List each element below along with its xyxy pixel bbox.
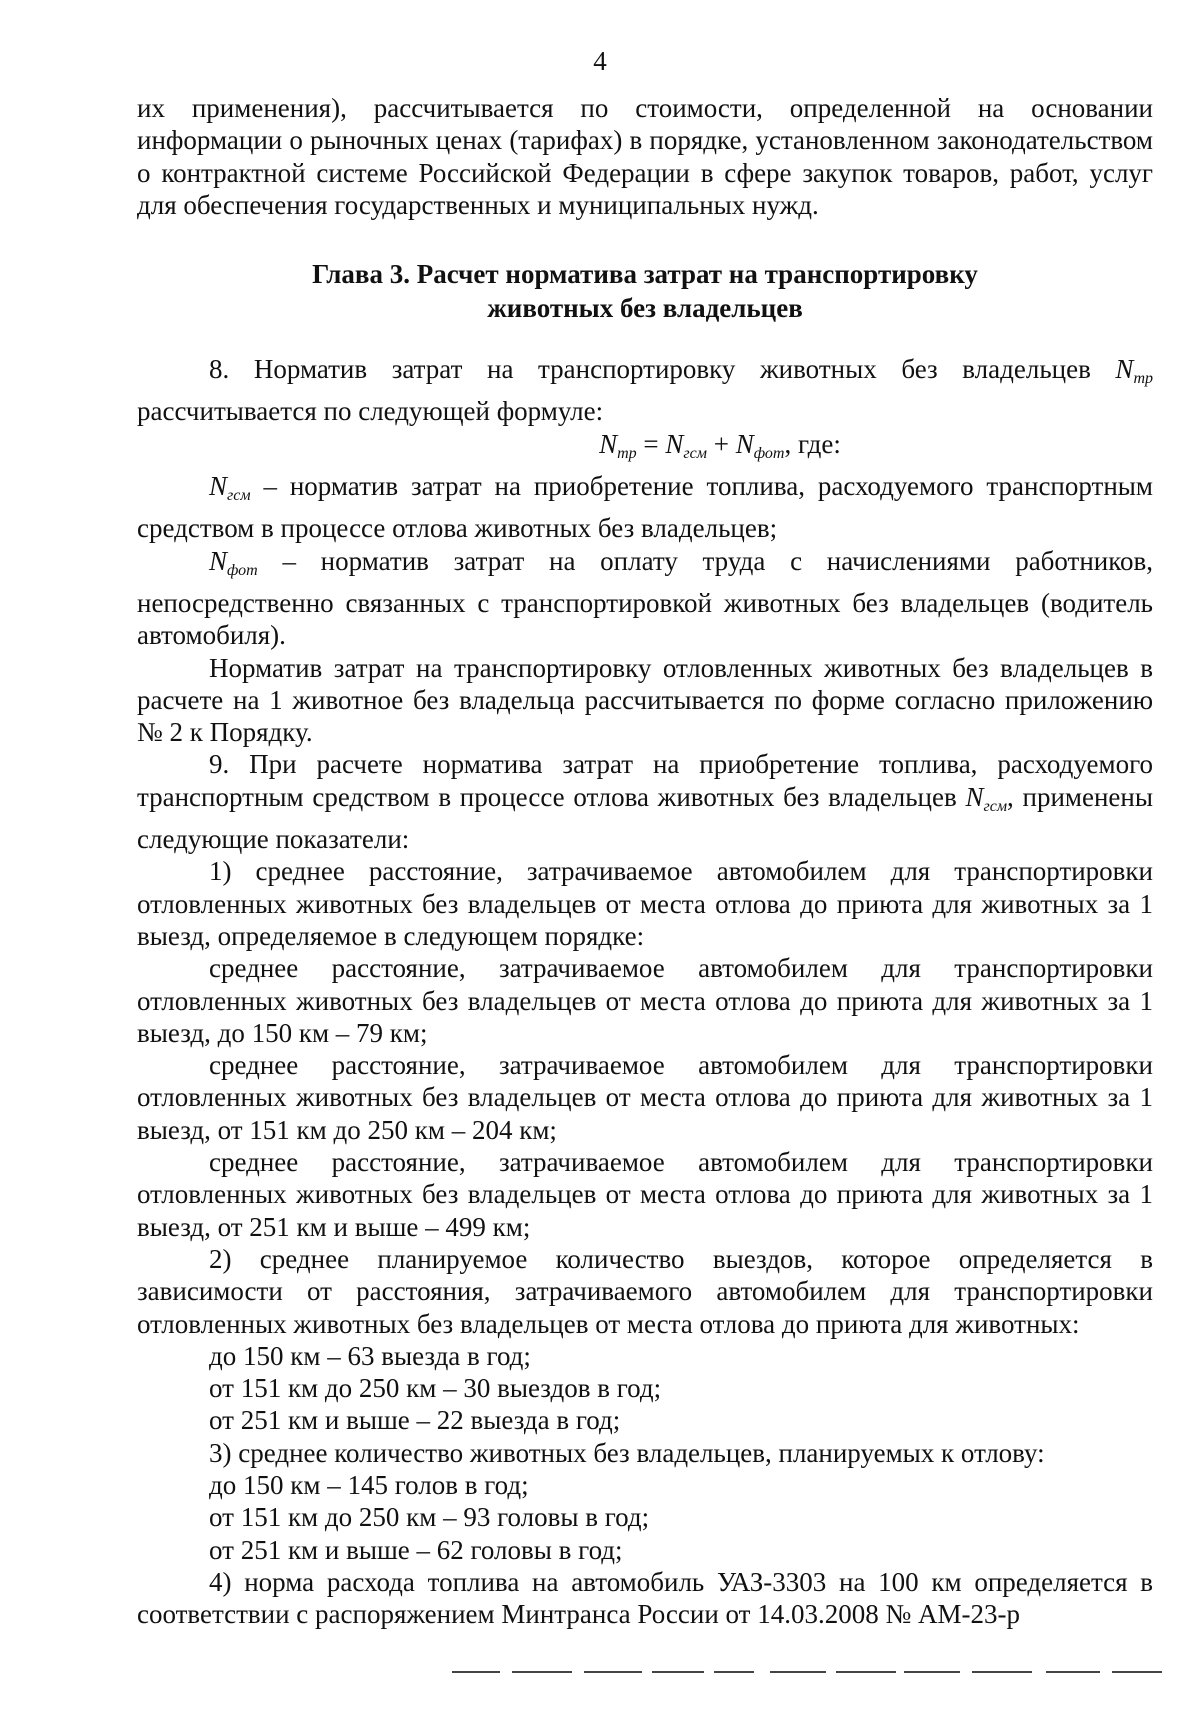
item-3-line: до 150 км – 145 голов в год;: [209, 1469, 529, 1500]
scan-artifact-line: [452, 1671, 1164, 1675]
chapter-title-line1: Глава 3. Расчет норматива затрат на транспортировку: [312, 259, 978, 290]
item-1a: среднее расстояние, затрачиваемое автомобилем для транспортировки отловленных животных без владельцев от места отлова до приюта для животных за 1 выезд, до 150 км – 79 км;: [137, 953, 1153, 1048]
item-2: 2) среднее планируемое количество выездов, которое определяется в зависимости от расстояния, затрачиваемого автомобилем для транспортировки отловленных животных без владельцев от места отлова до приюта для животных:: [137, 1243, 1153, 1339]
intro-paragraph: их применения), рассчитывается по стоимости, определенной на основании информации о рыночных ценах (тарифах) в порядке, установленном законодательством о контрактной системе Российской Федерации в сфере закупок товаров, работ, услуг для обеспечения государственных и муниципальных нужд.: [137, 93, 1153, 220]
item-1c: среднее расстояние, затрачиваемое автомобилем для транспортировки отловленных животных без владельцев от места отлова до приюта для животных за 1 выезд, от 251 км и выше – 499 км;: [137, 1147, 1153, 1242]
symbol-n-tr: $N_{тр}$: [1115, 354, 1153, 388]
item-1: 1) среднее расстояние, затрачиваемое автомобилем для транспортировки отловленных животных без владельцев от места отлова до приюта для животных за 1 выезд, определяемое в следующем порядке:: [137, 856, 1153, 951]
section8-paragraph: [137, 353, 1153, 428]
section9-intro: 9. При расчете норматива затрат на приобретение топлива, расходуемого транспортным средством в процессе отлова животных без владельцев $N_{гсм}$, применены следующие показатели:: [137, 749, 1153, 855]
item-1b: среднее расстояние, затрачиваемое автомобилем для транспортировки отловленных животных без владельцев от места отлова до приюта для животных за 1 выезд, от 151 км до 250 км – 204 км;: [137, 1050, 1153, 1145]
item-2-line: до 150 км – 63 выезда в год;: [209, 1340, 531, 1371]
formula-tail: , где:: [784, 428, 841, 459]
formula: [137, 428, 1153, 470]
section8-text: 8. Норматив затрат на транспортировку животных без владельцев: [209, 354, 1116, 385]
section8-paragraph-2: Норматив затрат на транспортировку отловленных животных без владельцев в расчете на 1 животное без владельца рассчитывается по форме согласно приложению № 2 к Порядку.: [137, 652, 1153, 748]
item-3-line: от 251 км и выше – 62 головы в год;: [209, 1534, 623, 1565]
page-number: 4: [593, 46, 607, 76]
document-body: [137, 92, 1153, 1630]
formula-term1: $N_{гсм}$: [665, 428, 707, 462]
item-4: 4) норма расхода топлива на автомобиль УАЗ-3303 на 100 км определяется в соответствии с распоряжением Минтранса России от 14.03.2008 № АМ-23-р: [137, 1566, 1153, 1630]
chapter-heading: [137, 257, 1153, 325]
formula-plus: +: [706, 428, 736, 459]
item-3: 3) среднее количество животных без владельцев, планируемых к отлову:: [209, 1437, 1045, 1468]
chapter-title-line2: животных без владельцев: [487, 293, 803, 324]
item-2-line: от 251 км и выше – 22 выезда в год;: [209, 1405, 621, 1436]
definition-gsm: $N_{гсм}$ – норматив затрат на приобретение топлива, расходуемого транспортным средством в процессе отлова животных без владельцев;: [137, 471, 1153, 544]
formula-equals: =: [636, 428, 666, 459]
formula-lhs: $N_{тр}$: [599, 428, 637, 462]
formula-term2: $N_{фот}$: [735, 428, 785, 462]
definition-fot: $N_{фот}$ – норматив затрат на оплату труда с начислениями работников, непосредственно связанных с транспортировкой животных без владельцев (водитель автомобиля).: [137, 545, 1153, 651]
item-2-line: от 151 км до 250 км – 30 выездов в год;: [209, 1373, 662, 1404]
section8-text-end: рассчитывается по следующей формуле:: [137, 396, 604, 427]
item-3-line: от 151 км до 250 км – 93 головы в год;: [209, 1502, 650, 1533]
